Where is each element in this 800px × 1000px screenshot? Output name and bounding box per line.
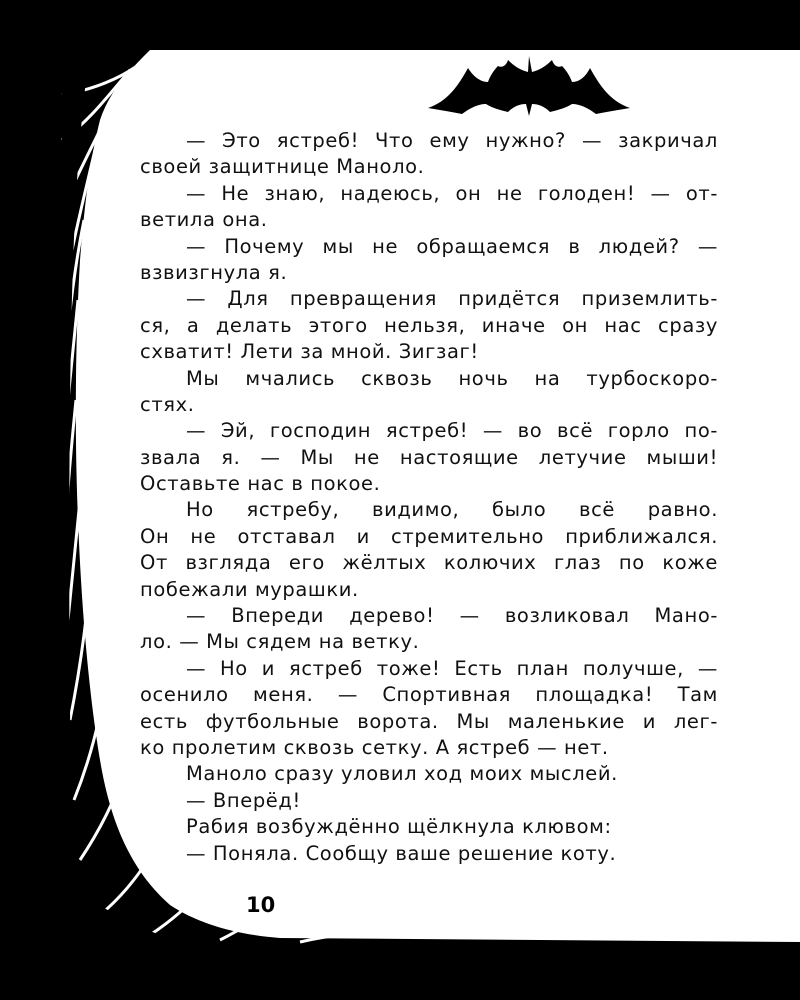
text-line: — Это ястреб! Что ему нужно? — закричал (186, 129, 718, 152)
page-number: 10 (246, 893, 276, 917)
text-line: — Не знаю, надеюсь, он не голоден! — от- (186, 181, 718, 205)
text-line: — Для превращения придётся приземлить- (186, 287, 718, 311)
text-line: ко пролетим сквозь сетку. А ястреб — нет. (140, 735, 609, 759)
text-line: Он не отставал и стремительно приближался. (140, 524, 718, 548)
text-line: Оставьте нас в покое. (140, 472, 381, 496)
text-line: звала я. — Мы не настоящие летучие мыши! (140, 445, 718, 469)
text-line: стях. (140, 392, 195, 416)
text-line: ло. — Мы сядем на ветку. (140, 630, 420, 654)
text-line: схватит! Лети за мной. Зигзаг! (140, 340, 479, 364)
bat-icon (428, 46, 630, 116)
text-line: есть футбольные ворота. Мы маленькие и лег- (140, 709, 718, 733)
text-line: — Но и ястреб тоже! Есть план получше, — (186, 656, 718, 680)
text-line: — Поняла. Сообщу ваше решение коту. (186, 841, 617, 865)
story-text (140, 128, 718, 867)
text-line: ветила она. (140, 208, 268, 232)
text-line: побежали мурашки. (140, 577, 359, 601)
text-line: взвизгнула я. (140, 260, 288, 284)
text-line: — Вперёд! (186, 788, 301, 812)
text-line: ся, а делать этого нельзя, иначе он нас сразу (140, 313, 718, 337)
text-line: — Почему мы не обращаемся в людей? — (186, 234, 718, 258)
text-line: своей защитнице Маноло. (140, 155, 425, 179)
text-line: Рабия возбуждённо щёлкнула клювом: (186, 815, 612, 839)
text-line: Но ястребу, видимо, было всё равно. (186, 498, 718, 522)
text-line: От взгляда его жёлтых колючих глаз по коже (140, 551, 718, 575)
text-line: Маноло сразу уловил ход моих мыслей. (186, 762, 618, 786)
text-line: — Впереди дерево! — возликовал Мано- (186, 604, 718, 628)
text-line: — Эй, господин ястреб! — во всё горло по- (186, 419, 718, 443)
text-line: осенило меня. — Спортивная площадка! Там (140, 683, 718, 707)
text-line: Мы мчались сквозь ночь на турбоскоро- (186, 366, 718, 390)
